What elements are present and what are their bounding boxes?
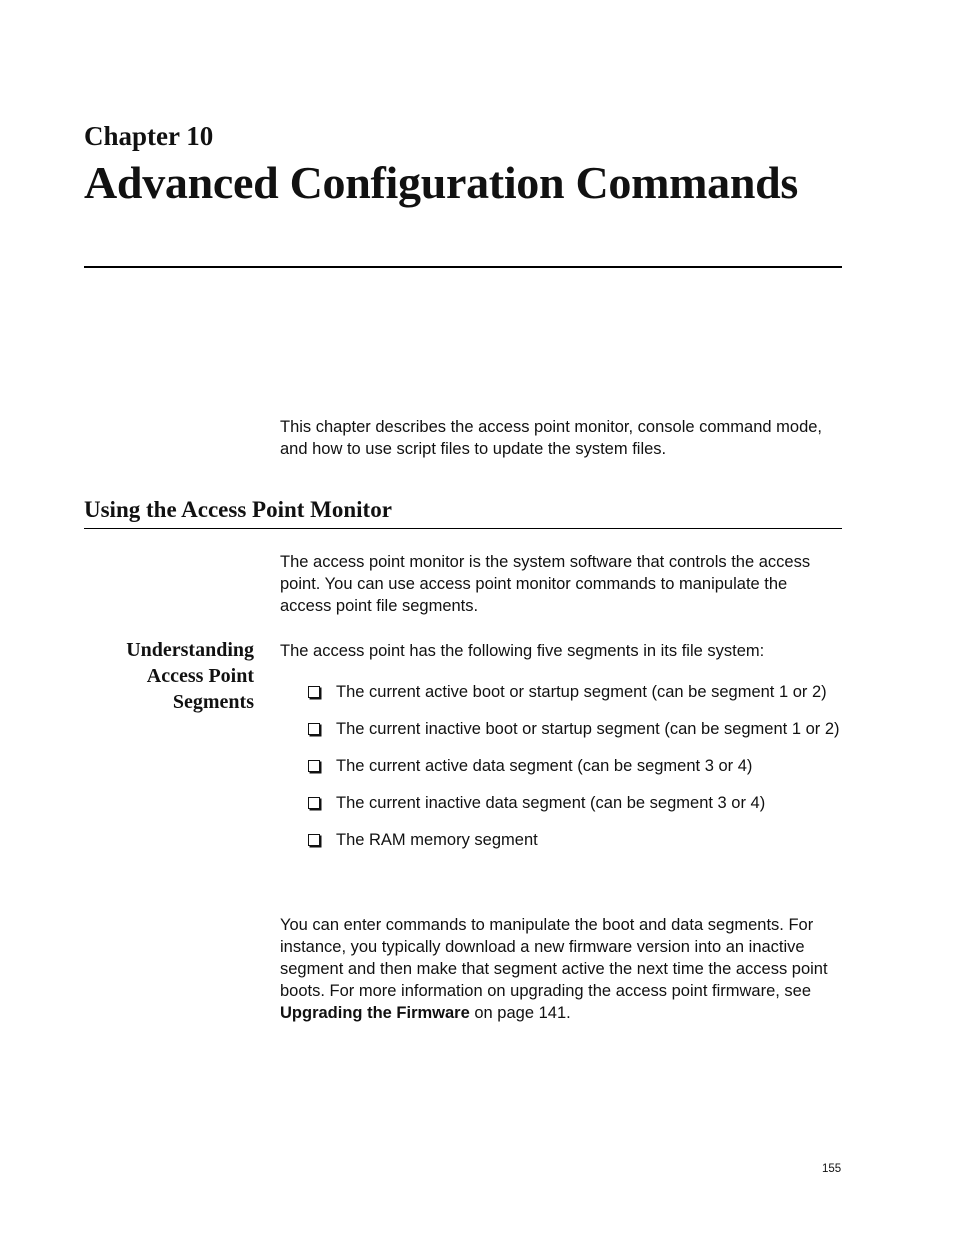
section-divider <box>84 528 842 529</box>
list-item-text: The current inactive boot or startup segment (can be segment 1 or 2) <box>336 720 840 738</box>
list-item <box>308 755 842 777</box>
list-item-text: The current active boot or startup segment (can be segment 1 or 2) <box>336 683 827 701</box>
monitor-paragraph: The access point monitor is the system software that controls the access point. You can use access point monitor commands to manipulate the access point file segments. <box>280 553 811 615</box>
list-item <box>308 681 842 703</box>
checkbox-bullet-icon <box>308 797 320 809</box>
list-item-text: The current active data segment (can be segment 3 or 4) <box>336 757 753 775</box>
checkbox-bullet-icon <box>308 723 320 735</box>
commands-paragraph <box>280 914 842 1024</box>
page-reference-text: on page 141. <box>469 1004 571 1022</box>
list-item <box>308 829 842 851</box>
chapter-title: Advanced Configuration Commands <box>84 157 799 208</box>
page-number: 155 <box>822 1163 842 1175</box>
segments-intro-paragraph: The access point has the following five segments in its file system: <box>280 642 765 660</box>
list-item <box>308 792 842 814</box>
list-item-text: The RAM memory segment <box>336 831 538 849</box>
intro-paragraph: This chapter describes the access point monitor, console command mode, and how to use script files to update the system files. <box>280 418 823 458</box>
list-item-text: The current inactive data segment (can be segment 3 or 4) <box>336 794 766 812</box>
title-divider <box>84 266 842 268</box>
list-item <box>308 718 842 740</box>
section-heading: Using the Access Point Monitor <box>84 497 392 522</box>
checkbox-bullet-icon <box>308 834 320 846</box>
checkbox-bullet-icon <box>308 686 320 698</box>
firmware-cross-reference: Upgrading the Firmware <box>280 1004 470 1022</box>
subsection-heading: Understanding Access Point Segments <box>126 639 254 713</box>
checkbox-bullet-icon <box>308 760 320 772</box>
chapter-label: Chapter 10 <box>84 121 214 151</box>
segment-list <box>308 681 842 866</box>
commands-paragraph-text: You can enter commands to manipulate the boot and data segments. For instance, you typically download a new firmware version into an inactive segment and then make that segment active the next time the access point boots. For more information on upgrading the access point firmware, see <box>280 916 828 1000</box>
